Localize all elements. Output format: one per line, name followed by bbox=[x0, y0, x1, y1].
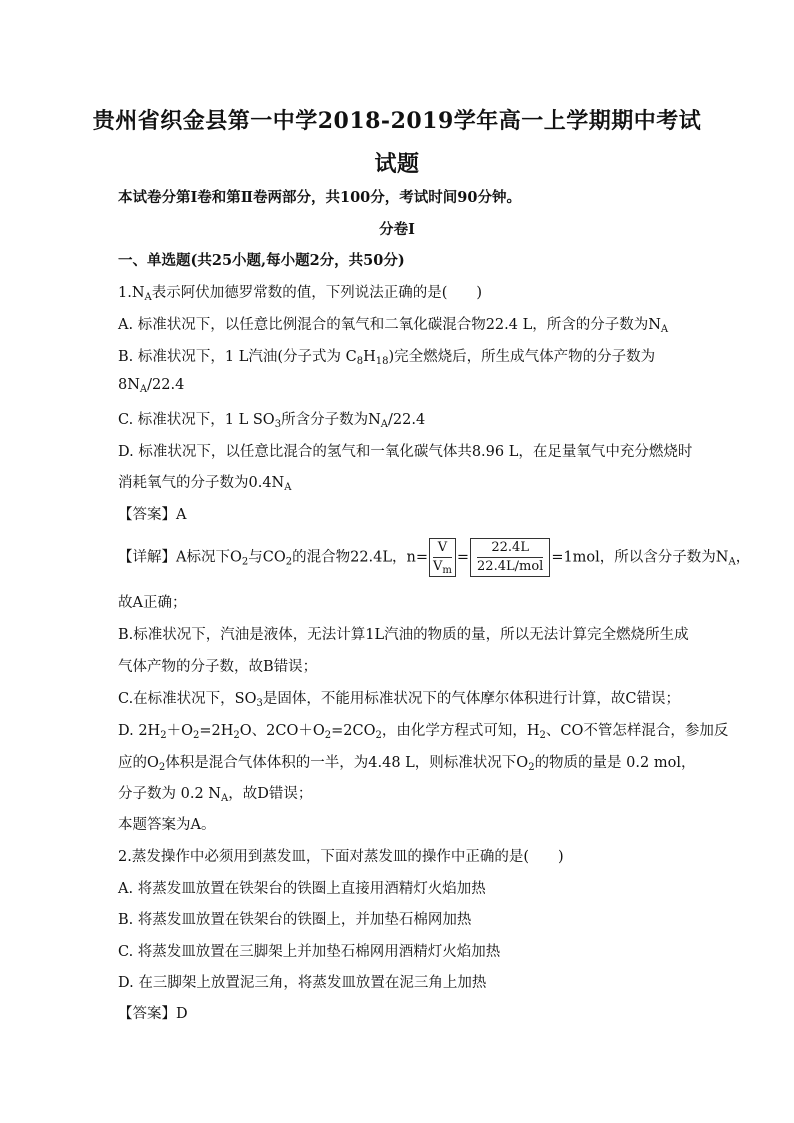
q1-option-a: A. 标准状况下，以任意比例混合的氧气和二氧化碳混合物22.4 L，所含的分子数为$N_A$ bbox=[118, 317, 669, 335]
q1-option-c: C. 标准状况下，1 L $SO_3$所含分子数为$N_A/22.4$ bbox=[118, 412, 426, 430]
q1-explain-b-line1: B.标准状况下，汽油是液体，无法计算1L汽油的物质的量，所以无法计算完全燃烧所生成 bbox=[118, 627, 689, 643]
q1-answer: 【答案】A bbox=[118, 507, 187, 523]
exam-intro: 本试卷分第Ⅰ卷和第Ⅱ卷两部分，共100分，考试时间90分钟。 bbox=[118, 189, 521, 206]
q2-option-c: C. 将蒸发皿放置在三脚架上并加垫石棉网用酒精灯火焰加热 bbox=[118, 944, 501, 960]
q1-explain-d-line3: 分子数为 0.2 $N_A$，故D错误； bbox=[118, 786, 313, 804]
q2-stem: 2.蒸发操作中必须用到蒸发皿，下面对蒸发皿的操作中正确的是( ) bbox=[118, 849, 564, 865]
q1-stem: $1.N_A$表示阿伏加德罗常数的值，下列说法正确的是( ) bbox=[118, 285, 483, 303]
q1-explain-d-line1: D. $2H_2+O_2=2H_2O$、$2CO+O_2=2CO_2$，由化学方程式可知，$H_2$、CO不管怎样混合，参加反 bbox=[118, 723, 729, 741]
title-line-2: 试题 bbox=[374, 151, 420, 177]
q2-option-b: B. 将蒸发皿放置在铁架台的铁圈上，并加垫石棉网加热 bbox=[118, 912, 472, 928]
part-heading: 一、单选题(共25小题,每小题2分，共50分) bbox=[118, 252, 405, 269]
q1-explain-c: C.在标准状况下，$SO_3$是固体，不能用标准状况下的气体摩尔体积进行计算，故C错误； bbox=[118, 691, 680, 709]
q1-explain-b-line2: 气体产物的分子数，故B错误； bbox=[118, 659, 318, 675]
q1-option-d-line1: D. 标准状况下，以任意比混合的氢气和一氧化碳气体共8.96 L，在足量氧气中充分燃烧时 bbox=[118, 444, 693, 460]
q1-explain-d-line2: 应的$O_2$体积是混合气体体积的一半，为4.48 L，则标准状况下$O_2$的物质的量是 0.2 mol， bbox=[118, 755, 696, 773]
q1-option-b-line1: B. 标准状况下，1 L汽油(分子式为 $C_8H_{18}$)完全燃烧后，所生成气体产物的分子数为 bbox=[118, 349, 656, 367]
q2-option-a: A. 将蒸发皿放置在铁架台的铁圈上直接用酒精灯火焰加热 bbox=[118, 881, 486, 897]
q1-conclusion: 本题答案为A。 bbox=[118, 817, 216, 833]
q2-option-d: D. 在三脚架上放置泥三角，将蒸发皿放置在泥三角上加热 bbox=[118, 975, 487, 991]
q1-option-b-line2: $8N_A/22.4$ bbox=[118, 377, 185, 395]
q2-answer: 【答案】D bbox=[118, 1006, 188, 1022]
fraction-v-over-vm: $\frac{V}{V_m}$ bbox=[429, 538, 456, 577]
section-heading: 分卷I bbox=[379, 221, 415, 238]
q1-detail-line2: 故A正确； bbox=[118, 595, 187, 611]
fraction-volume-calc: $\frac{22.4L}{\text{22.4L/mol}}$ bbox=[470, 538, 550, 577]
q1-detail-line1: 【详解】A标况下$O_2$与$CO_2$的混合物22.4L，n= $\frac{V}{V_m}$ = $\frac{22.4L}{\text{22.4L/mol}}$ =1mol，所以含分子数为$N_A$， bbox=[118, 540, 751, 576]
title-line-1: 贵州省织金县第一中学2018-2019学年高一上学期期中考试 bbox=[92, 108, 702, 134]
q1-option-d-line2: 消耗氧气的分子数为$0.4N_A$ bbox=[118, 475, 292, 493]
